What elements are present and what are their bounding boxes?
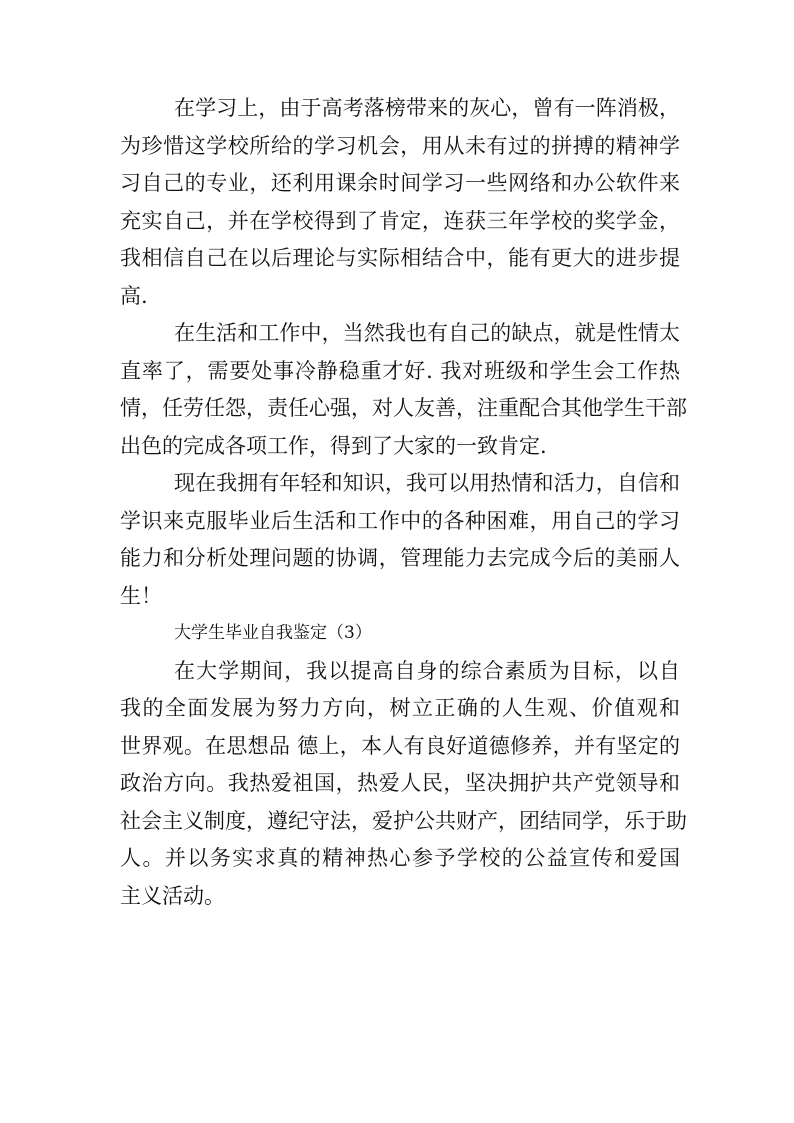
paragraph-4-line-6: 人。并以务实求真的精神热心参予学校的公益宣传和爱国 xyxy=(120,846,680,870)
paragraph-1-line-2: 为珍惜这学校所给的学习机会，用从未有过的拼搏的精神学 xyxy=(120,133,680,158)
paragraph-4-line-1: 在大学期间，我以提高自身的综合素质为目标，以自 xyxy=(174,658,680,683)
paragraph-2-line-1: 在生活和工作中，当然我也有自己的缺点，就是性情太 xyxy=(174,321,680,345)
paragraph-2-line-4: 出色的完成各项工作，得到了大家的一致肯定. xyxy=(120,433,547,458)
paragraph-1-line-6: 高. xyxy=(120,283,148,308)
paragraph-1-line-4: 充实自己，并在学校得到了肯定，连获三年学校的奖学金， xyxy=(120,208,680,233)
paragraph-3-line-3: 能力和分析处理问题的协调，管理能力去完成今后的美丽人 xyxy=(120,546,680,570)
paragraph-3-line-4: 生！ xyxy=(120,583,162,608)
section-heading: 大学生毕业自我鉴定（3） xyxy=(174,623,372,643)
paragraph-1-line-1: 在学习上，由于高考落榜带来的灰心，曾有一阵消极， xyxy=(174,96,680,120)
paragraph-4-line-2: 我的全面发展为努力方向，树立正确的人生观、价值观和 xyxy=(120,696,680,720)
paragraph-4-line-4: 政治方向。我热爱祖国，热爱人民，坚决拥护共产党领导和 xyxy=(120,771,680,795)
paragraph-2-line-2: 直率了，需要处事冷静稳重才好. 我对班级和学生会工作热 xyxy=(120,358,680,383)
paragraph-4-line-3: 世界观。在思想品 德上，本人有良好道德修养，并有坚定的 xyxy=(120,733,680,758)
paragraph-3-line-1: 现在我拥有年轻和知识，我可以用热情和活力，自信和 xyxy=(174,471,680,495)
paragraph-2-line-3: 情，任劳任怨，责任心强，对人友善，注重配合其他学生干部 xyxy=(120,396,687,420)
paragraph-1-line-3: 习自己的专业，还利用课余时间学习一些网络和办公软件来 xyxy=(120,171,680,195)
document-body xyxy=(120,90,687,915)
paragraph-4-line-7: 主义活动。 xyxy=(120,883,225,908)
paragraph-1-line-5: 我相信自己在以后理论与实际相结合中，能有更大的进步提 xyxy=(120,246,680,270)
paragraph-4-line-5: 社会主义制度，遵纪守法，爱护公共财产，团结同学，乐于助 xyxy=(120,808,687,833)
paragraph-3-line-2: 学识来克服毕业后生活和工作中的各种困难，用自己的学习 xyxy=(120,508,680,533)
